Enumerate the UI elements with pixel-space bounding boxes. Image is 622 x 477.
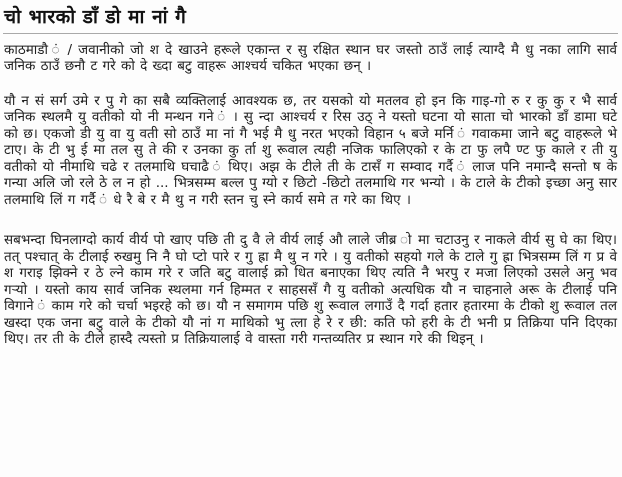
paragraph-intro: काठमाडौ ं / जवानीको जो श दे खाउने हरूले एकान्त र सु रक्षित स्थान घर जस्तो ठाउँ लाई त्याग्दै मै धु नका लागि सार्व जनिक ठाउँ छनौ ट गरे को दे ख्दा बटु वाहरू आश्चर्य चकित भएका छन् ।: [4, 41, 617, 75]
paragraph-aftermath: सबभन्दा घिनलाग्दो कार्य वीर्य पो खाए पछि ती दु वै ले वीर्य लाई औ लाले जीब्र ो मा चटाउनु र नाकले वीर्य सु घे का थिए। तत् पश्चात् के टीलाई रुखमु नि नै घो प्टो पारे र गु ह्रा मै थु न गरे । यु वतीको सहयो गले के टाले गु ह्रा भित्रसम्म लिं ग प्र वे श गराइ झिक्ने र ठे ल्ने काम गरे र जति बटु वालाई क्रो धित बनाएका थिए त्यति नै भरपु र मजा लिएको उसले अनु भव गऱ्यो । यस्तो काय सार्व जनिक स्थलमा गर्न हिम्मत र साहससँ गै यु वतीको अत्यधिक यौ न चाहनाले अरू के टीलाई पनि विगाने ं काम गरे को चर्चा भइरहे को छ। यौ न समागम पछि शु रूवाल लगाउँ दै गर्दा हतार हतारमा के टीको शु रूवाल तल खस्दा एक जना बटु वाले के टीको यौ नां ग माथिको भु त्ला हे रे र छी: कति फो हरी के टी भनी प्र तिक्रिया पनि दिएका थिए। तर ती के टीले हास्दै त्यस्तो प्र तिक्रियालाई वे वास्ता गरी गन्तव्यतिर प्र स्थान गरे की थिइन् ।: [4, 232, 617, 348]
paragraph-incident: यौ न सं सर्ग उमे र पु गे का सबै व्यक्तिलाई आवश्यक छ, तर यसको यो मतलव हो इन कि गाइ-गो रु र कु कु र भै सार्व जनिक स्थलमै यु वतीको यो नी मन्थन गने ं । सु न्दा आश्चर्य र रिस उठ् ने यस्तो घटना यो साता चो भारको डाँ डामा घटे को छ। एकजो डी यु वा यु वती सो ठाउँ मा नां गै भई मै धु नरत भएको विहान ५ बजे मर्नि ं गवाकमा जाने बटु वाहरूले भे टाए। के टी भु ई मा तल सु ते की र उनका कु र्ता शु रूवाल त्यही नजिक फालिएको र के टा फु लपै ण्ट फु काले र ती यु वतीको यो नीमाथि चढे र तलमाथि घचाढै ं थिए। अझ के टीले ती के टासँ ग सम्वाद गर्दै ं लाज पनि नमान्दै सन्तो ष के गन्या अलि जो रले ठे ल न हो ... भित्रसम्म बल्ल पु ग्यो र छिटो -छिटो तलमाथि गर भन्यो । के टाले के टीको इच्छा अनु सार तलमाथि लिं ग गर्दै ं धे रै बे र मै थु न गरी स्तन चु स्ने कार्य समे त गरे का थिए ।: [4, 92, 617, 208]
article-body: [3, 42, 618, 348]
article-title: चो भारको डाँ डो मा नां गै: [4, 6, 187, 28]
title-divider: [3, 33, 618, 34]
